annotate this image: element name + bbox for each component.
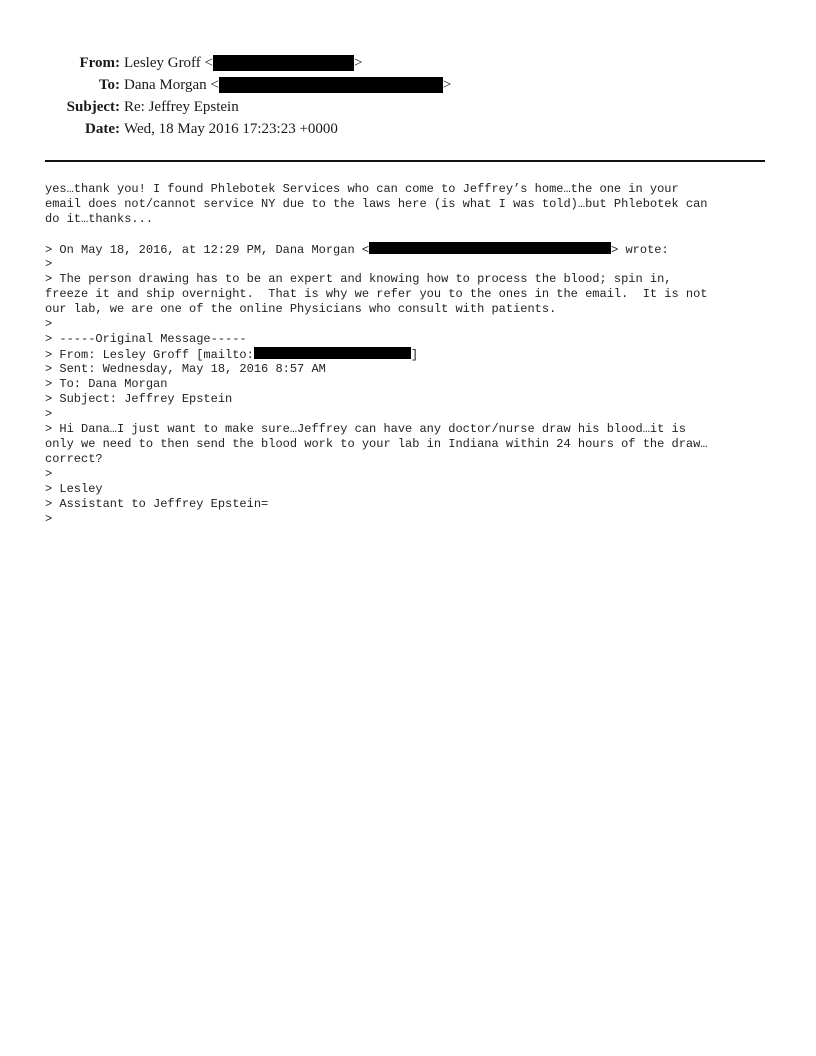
quoted-from-text: > From: Lesley Groff [mailto: [45, 348, 254, 362]
from-row [0, 53, 816, 75]
quote-line: > Sent: Wednesday, May 18, 2016 8:57 AM [45, 362, 326, 376]
date-value: Wed, 18 May 2016 17:23:23 +0000 [124, 121, 338, 137]
from-close: > [354, 55, 363, 71]
quote-line: > Hi Dana…I just want to make sure…Jeffrey can have any doctor/nurse draw his blood…it is [45, 422, 686, 436]
redaction-box [254, 347, 411, 359]
subject-value: Re: Jeffrey Epstein [124, 99, 239, 115]
to-name: Dana Morgan < [124, 77, 219, 93]
quote-line: our lab, we are one of the online Physicians who consult with patients. [45, 302, 557, 316]
date-label: Date: [85, 121, 120, 137]
header-divider [45, 160, 765, 162]
date-row [0, 119, 816, 141]
quoted-from-line [45, 347, 767, 362]
blank-line [45, 227, 767, 242]
to-close: > [442, 77, 452, 93]
to-label: To: [98, 77, 120, 93]
quoted-from-suffix: ] [410, 348, 419, 362]
from-label: From: [79, 55, 120, 71]
redaction-box [369, 242, 611, 254]
body-line: do it…thanks... [45, 212, 154, 226]
from-name: Lesley Groff < [124, 55, 213, 71]
subject-row [0, 97, 816, 119]
quote-line: > Assistant to Jeffrey Epstein= [45, 497, 269, 511]
to-row [0, 75, 816, 97]
quote-line: freeze it and ship overnight. That is why we refer you to the ones in the email. It is not [45, 287, 708, 301]
to-value [124, 75, 451, 95]
quote-line: > The person drawing has to be an expert and knowing how to process the blood; spin in, [45, 272, 672, 286]
email-body [45, 182, 767, 527]
attribution-text: > On May 18, 2016, at 12:29 PM, Dana Morgan < [45, 243, 370, 257]
email-header [0, 53, 816, 141]
quote-line: > [45, 512, 53, 526]
redaction-box [213, 55, 354, 71]
quote-line: > [45, 317, 53, 331]
quote-line: > [45, 407, 53, 421]
quote-line: > [45, 467, 53, 481]
quote-line: > Lesley [45, 482, 103, 496]
quote-line: > [45, 257, 53, 271]
body-line: yes…thank you! I found Phlebotek Services who can come to Jeffrey’s home…the one in your [45, 182, 679, 196]
quoted-attribution-line [45, 242, 767, 257]
redaction-box [219, 77, 443, 93]
subject-label: Subject: [66, 99, 120, 115]
quote-line: > Subject: Jeffrey Epstein [45, 392, 233, 406]
quote-line: correct? [45, 452, 103, 466]
attribution-suffix: > wrote: [611, 243, 669, 257]
from-value [124, 53, 362, 73]
quote-line: > -----Original Message----- [45, 332, 247, 346]
body-line: email does not/cannot service NY due to the laws here (is what I was told)…but Phlebotek can [45, 197, 708, 211]
quote-line: > To: Dana Morgan [45, 377, 168, 391]
quote-line: only we need to then send the blood work to your lab in Indiana within 24 hours of the draw… [45, 437, 708, 451]
